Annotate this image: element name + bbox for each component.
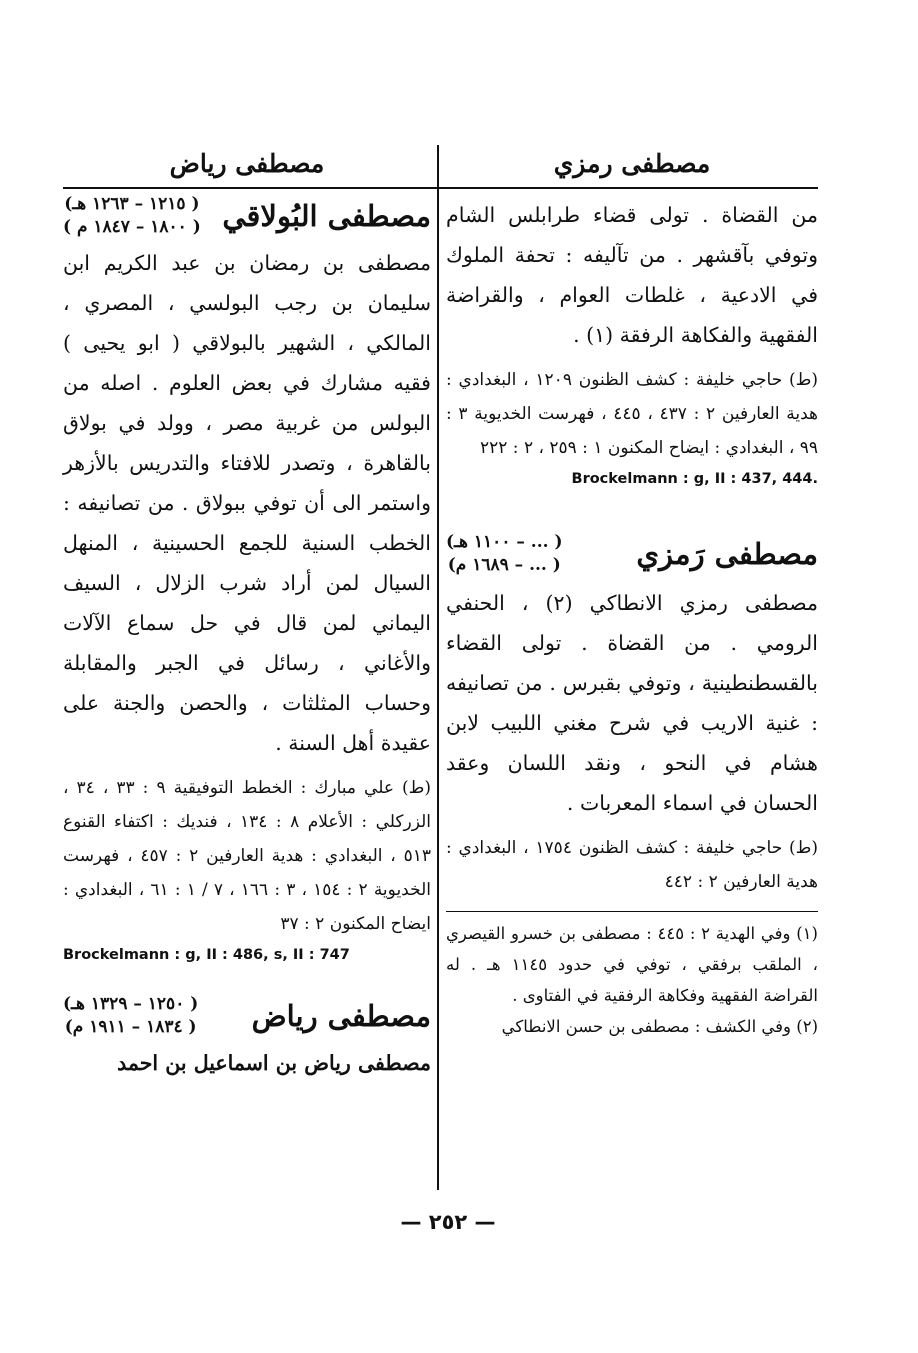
left-column-header: مصطفى رياض <box>169 149 325 178</box>
dates-gregorian: ( ١٨٣٤ – ١٩١١ م) <box>64 1017 197 1037</box>
column-divider <box>437 145 439 1190</box>
entry-dates <box>63 193 201 239</box>
entry-dates <box>63 993 198 1039</box>
latin-reference: Brockelmann : g, II : 437, 444. <box>571 471 818 487</box>
entry-heading <box>63 993 431 1039</box>
page-number: — ٢٥٢ — <box>400 1210 496 1234</box>
references-block: (ط) علي مبارك : الخطط التوفيقية ٩ : ٣٣ ، ٣٤ ، الزركلي : الأعلام ٨ : ١٣٤ ، فنديك : اكتفاء القنوع ٥١٣ ، البغدادي : هدية العارفين ٢ : ٤٥٧ ، فهرست الخديوية ٢ : ١٥٤ ، ٣ : ١٦٦ ، ٧ / ١ : ٦١ ، البغدادي : ايضاح المكنون ٢ : ٣٧ <box>63 778 431 934</box>
entry-name: مصطفى رَمزي <box>636 537 818 571</box>
entry-name: مصطفى رياض <box>251 999 431 1033</box>
continuation-text: من القضاة . تولى قضاء طرابلس الشام وتوفي بآقشهر . من تآليفه : تحفة الملوك في الادعية ، غلطات العوام ، والقراضة الفقهية والفكاهة الرفقة (١) . <box>446 203 818 347</box>
left-column <box>63 145 431 1083</box>
dates-gregorian: ( ... – ١٦٨٩ م) <box>447 555 561 575</box>
latin-reference: Brockelmann : g, II : 486, s, II : 747 <box>63 947 350 963</box>
entry-heading <box>63 193 431 239</box>
right-column-header: مصطفى رمزي <box>553 149 711 178</box>
dates-hijri: ( ١٢١٥ – ١٢٦٣ هـ) <box>64 194 200 214</box>
footnote-1: (١) وفي الهدية ٢ : ٤٤٥ : مصطفى بن خسرو القيصري ، الملقب برفقي ، توفي في حدود ١١٤٥ هـ . له القراضة الفقهية وفكاهة الرفقية في الفتاوى . <box>446 924 818 1005</box>
references-block: (ط) حاجي خليفة : كشف الظنون ١٢٠٩ ، البغدادي : هدية العارفين ٢ : ٤٣٧ ، ٤٤٥ ، فهرست الخديوية ٣ : ٩٩ ، البغدادي : ايضاح المكنون ١ : ٢٥٩ ، ٢ : ٢٢٢ <box>446 370 818 458</box>
entry-dates <box>446 531 563 577</box>
entry-body: مصطفى رمزي الانطاكي (٢) ، الحنفي الرومي . من القضاة . تولى القضاء بالقسطنطينية ، وتوفي بقبرس . من تصانيفه : غنية الاريب في شرح مغني اللبيب لابن هشام في النحو ، ونقد اللسان وعقد الحسان في اسماء المعربات . <box>446 591 818 815</box>
right-column <box>446 145 818 1042</box>
entry-body: مصطفى رياض بن اسماعيل بن احمد <box>117 1051 431 1075</box>
dates-gregorian: ( ١٨٠٠ – ١٨٤٧ م ) <box>63 217 201 237</box>
entry-body: مصطفى بن رمضان بن عبد الكريم ابن سليمان بن رجب البولسي ، المصري ، المالكي ، الشهير بالبولاقي ( ابو يحيى ) فقيه مشارك في بعض العلوم . اصله من البولس من غربية مصر ، وولد في بولاق بالقاهرة ، وتصدر للافتاء والتدريس بالأزهر واستمر الى أن توفي ببولاق . من تصانيفه : الخطب السنية للجمع الحسينية ، المنهل السيال لمن أراد شرب الزلال ، السيف اليماني لمن قال في حل سماع الآلات والأغاني ، رسائل في الجبر والمقابلة وحساب المثلثات ، والحصن والجنة على عقيدة أهل السنة . <box>63 251 432 755</box>
dates-hijri: ( ... – ١١٠٠ هـ) <box>446 532 563 552</box>
dates-hijri: ( ١٢٥٠ – ١٣٢٩ هـ) <box>63 994 199 1014</box>
references-block: (ط) حاجي خليفة : كشف الظنون ١٧٥٤ ، البغدادي : هدية العارفين ٢ : ٤٤٢ <box>446 838 818 892</box>
footnote-2: (٢) وفي الكشف : مصطفى بن حسن الانطاكي <box>501 1017 818 1036</box>
entry-heading <box>446 531 818 577</box>
footnotes <box>446 911 818 1042</box>
entry-name: مصطفى البُولاقي <box>222 199 431 233</box>
